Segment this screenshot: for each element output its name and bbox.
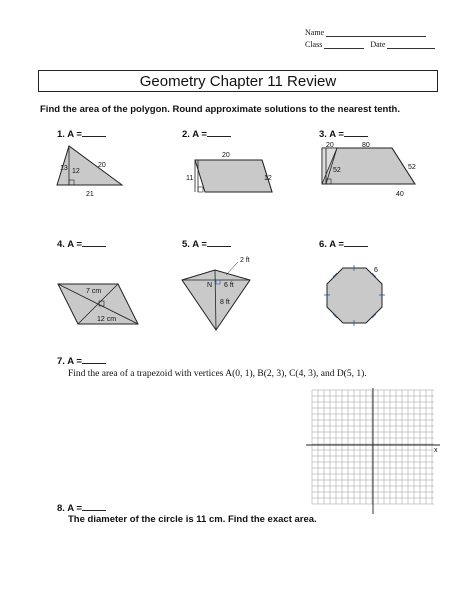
problem-5-label: 5. A =: [182, 237, 231, 250]
name-field[interactable]: [305, 28, 426, 37]
fig4-label-12cm: 12 cm: [97, 316, 117, 323]
figure-1-triangle: [57, 146, 122, 198]
problem-7-text: Find the area of a trapezoid with vertices A(0, 1), B(2, 3), C(4, 3), and D(5, 1).: [68, 369, 367, 379]
fig5-label-N: N: [207, 282, 213, 289]
page-title: Geometry Chapter 11 Review: [139, 72, 337, 90]
name-label: Name: [305, 28, 325, 37]
fig5-label-2ft: 2 ft: [240, 257, 250, 264]
fig2-top-20: 20: [222, 152, 230, 159]
fig1-side-13: 13: [60, 165, 68, 172]
date-label: Date: [370, 40, 386, 49]
figure-5-kite: [182, 257, 250, 330]
figure-6-octagon: [324, 265, 385, 326]
figure-4-rhombus: [56, 276, 140, 330]
row1-figures: [40, 140, 460, 210]
problem-7-label: 7. A =: [57, 354, 106, 367]
fig4-label-7cm: 7 cm: [86, 288, 102, 295]
problem-4-label: 4. A =: [57, 237, 106, 250]
fig5-label-6ft: 6 ft: [224, 282, 234, 289]
figure-2-parallelogram: [186, 152, 272, 192]
problem-6-label: 6. A =: [319, 237, 368, 250]
fig2-height-11: 11: [186, 175, 194, 182]
row2-figures: [40, 250, 460, 335]
coordinate-grid[interactable]: [300, 386, 450, 516]
fig3-label-52b: 52: [408, 164, 416, 171]
problem-3-label: 3. A =: [319, 127, 368, 140]
problem-8-label: 8. A =: [57, 501, 106, 514]
problem-8-text: The diameter of the circle is 11 cm. Find the exact area.: [68, 514, 317, 525]
fig5-label-8ft: 8 ft: [220, 299, 230, 306]
fig3-label-40: 40: [396, 191, 404, 198]
x-axis-label: x: [434, 447, 438, 454]
figure-3-trapezoid: [322, 142, 416, 198]
fig2-side-12: 12: [264, 175, 272, 182]
problem-2-label: 2. A =: [182, 127, 231, 140]
title-box: [38, 70, 438, 92]
fig1-side-20: 20: [98, 162, 106, 169]
instructions: Find the area of the polygon. Round approximate solutions to the nearest tenth.: [40, 104, 400, 115]
fig3-label-80: 80: [362, 142, 370, 149]
class-label: Class: [305, 40, 323, 49]
fig6-label-6: 6: [374, 267, 378, 274]
problem-1-label: 1. A =: [57, 127, 106, 140]
fig1-height-12: 12: [72, 168, 80, 175]
fig1-base-21: 21: [86, 191, 94, 198]
class-date-fields[interactable]: [305, 40, 435, 49]
fig3-label-52a: 52: [333, 167, 341, 174]
fig3-label-20: 20: [326, 142, 334, 149]
